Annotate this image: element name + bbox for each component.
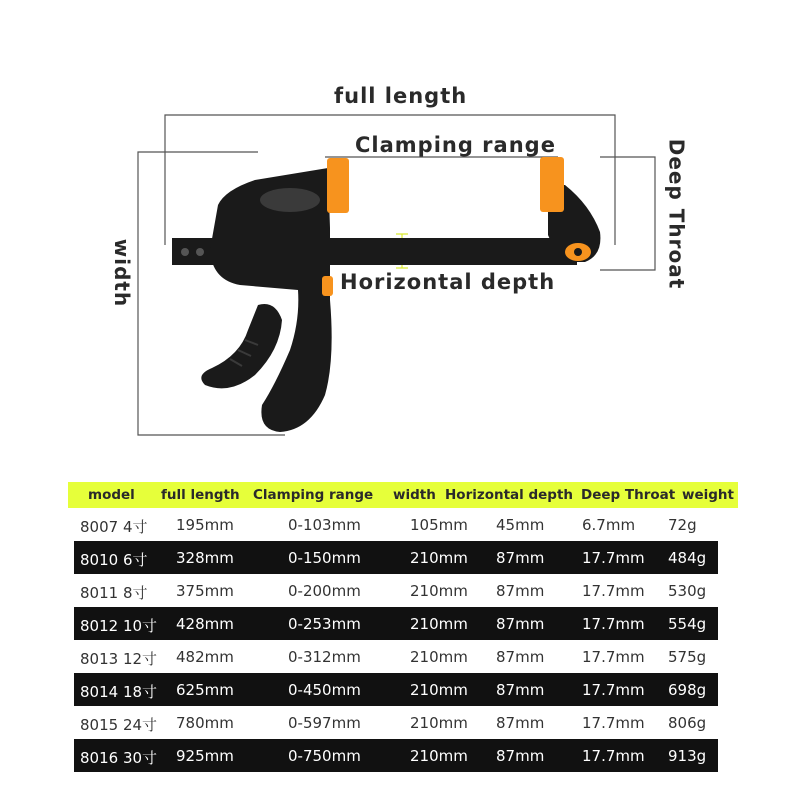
cell-clamping-range: 0-150mm	[288, 549, 361, 567]
width-label: width	[110, 238, 135, 308]
cell-width: 105mm	[410, 516, 468, 534]
cell-weight: 575g	[668, 648, 707, 666]
header-model: model	[88, 487, 135, 503]
cell-model: 8012 10寸	[80, 617, 158, 635]
cell-full-length: 195mm	[176, 516, 234, 534]
cell-horizontal-depth: 87mm	[496, 615, 545, 633]
trigger	[201, 304, 282, 388]
sliding-jaw-pad	[540, 157, 564, 212]
cell-weight: 698g	[668, 681, 707, 699]
handle-window	[260, 188, 320, 212]
cell-model: 8010 6寸	[80, 551, 148, 569]
table-row	[68, 574, 738, 607]
bar-end-hole	[181, 248, 189, 256]
cell-model: 8007 4寸	[80, 518, 148, 536]
cell-width: 210mm	[410, 681, 468, 699]
cell-full-length: 375mm	[176, 582, 234, 600]
cell-deep-throat: 17.7mm	[582, 681, 645, 699]
cell-clamping-range: 0-312mm	[288, 648, 361, 666]
table-row	[74, 739, 718, 772]
table-row	[68, 508, 738, 541]
cell-deep-throat: 6.7mm	[582, 516, 636, 534]
header-deep-throat: Deep Throat	[581, 487, 676, 503]
cell-width: 210mm	[410, 582, 468, 600]
cell-full-length: 328mm	[176, 549, 234, 567]
cell-deep-throat: 17.7mm	[582, 615, 645, 633]
header-clamping-range: Clamping range	[253, 487, 374, 503]
cell-horizontal-depth: 87mm	[496, 681, 545, 699]
cell-model: 8015 24寸	[80, 716, 158, 734]
header-weight: weight	[682, 487, 734, 503]
cell-full-length: 625mm	[176, 681, 234, 699]
cell-deep-throat: 17.7mm	[582, 714, 645, 732]
cell-horizontal-depth: 87mm	[496, 747, 545, 765]
cell-full-length: 428mm	[176, 615, 234, 633]
cell-deep-throat: 17.7mm	[582, 747, 645, 765]
cell-weight: 530g	[668, 582, 707, 600]
spec-table	[68, 482, 738, 772]
cell-deep-throat: 17.7mm	[582, 648, 645, 666]
cell-width: 210mm	[410, 714, 468, 732]
cell-width: 210mm	[410, 549, 468, 567]
header-full-length: full length	[161, 487, 240, 503]
cell-model: 8011 8寸	[80, 584, 148, 602]
cell-full-length: 925mm	[176, 747, 234, 765]
cell-deep-throat: 17.7mm	[582, 582, 645, 600]
cell-width: 210mm	[410, 648, 468, 666]
clamping-range-label: Clamping range	[355, 133, 556, 157]
cell-clamping-range: 0-450mm	[288, 681, 361, 699]
table-row	[68, 706, 738, 739]
cell-model: 8014 18寸	[80, 683, 158, 701]
deep-throat-bracket	[600, 157, 655, 270]
cell-weight: 913g	[668, 747, 707, 765]
cell-model: 8016 30寸	[80, 749, 158, 767]
cell-horizontal-depth: 87mm	[496, 549, 545, 567]
horizontal-depth-label: Horizontal depth	[340, 270, 556, 294]
header-width: width	[393, 487, 436, 503]
cell-model: 8013 12寸	[80, 650, 158, 668]
cell-full-length: 482mm	[176, 648, 234, 666]
cell-deep-throat: 17.7mm	[582, 549, 645, 567]
table-row	[74, 673, 718, 706]
cell-clamping-range: 0-253mm	[288, 615, 361, 633]
table-row	[74, 541, 718, 574]
full-length-label: full length	[334, 84, 468, 108]
release-button	[322, 276, 333, 296]
cell-horizontal-depth: 87mm	[496, 714, 545, 732]
cell-weight: 72g	[668, 516, 697, 534]
jaw-knob	[565, 243, 591, 261]
cell-weight: 554g	[668, 615, 707, 633]
cell-clamping-range: 0-200mm	[288, 582, 361, 600]
table-header	[68, 482, 738, 508]
cell-width: 210mm	[410, 747, 468, 765]
header-horizontal-depth: Horizontal depth	[445, 487, 574, 503]
fixed-jaw-pad	[327, 158, 349, 213]
cell-horizontal-depth: 45mm	[496, 516, 545, 534]
cell-clamping-range: 0-103mm	[288, 516, 361, 534]
cell-clamping-range: 0-750mm	[288, 747, 361, 765]
cell-horizontal-depth: 87mm	[496, 648, 545, 666]
cell-full-length: 780mm	[176, 714, 234, 732]
deep-throat-label: Deep Throat	[664, 138, 689, 290]
cell-clamping-range: 0-597mm	[288, 714, 361, 732]
cell-weight: 484g	[668, 549, 707, 567]
cell-weight: 806g	[668, 714, 707, 732]
cell-width: 210mm	[410, 615, 468, 633]
cell-horizontal-depth: 87mm	[496, 582, 545, 600]
table-row	[74, 607, 718, 640]
table-row	[68, 640, 738, 673]
